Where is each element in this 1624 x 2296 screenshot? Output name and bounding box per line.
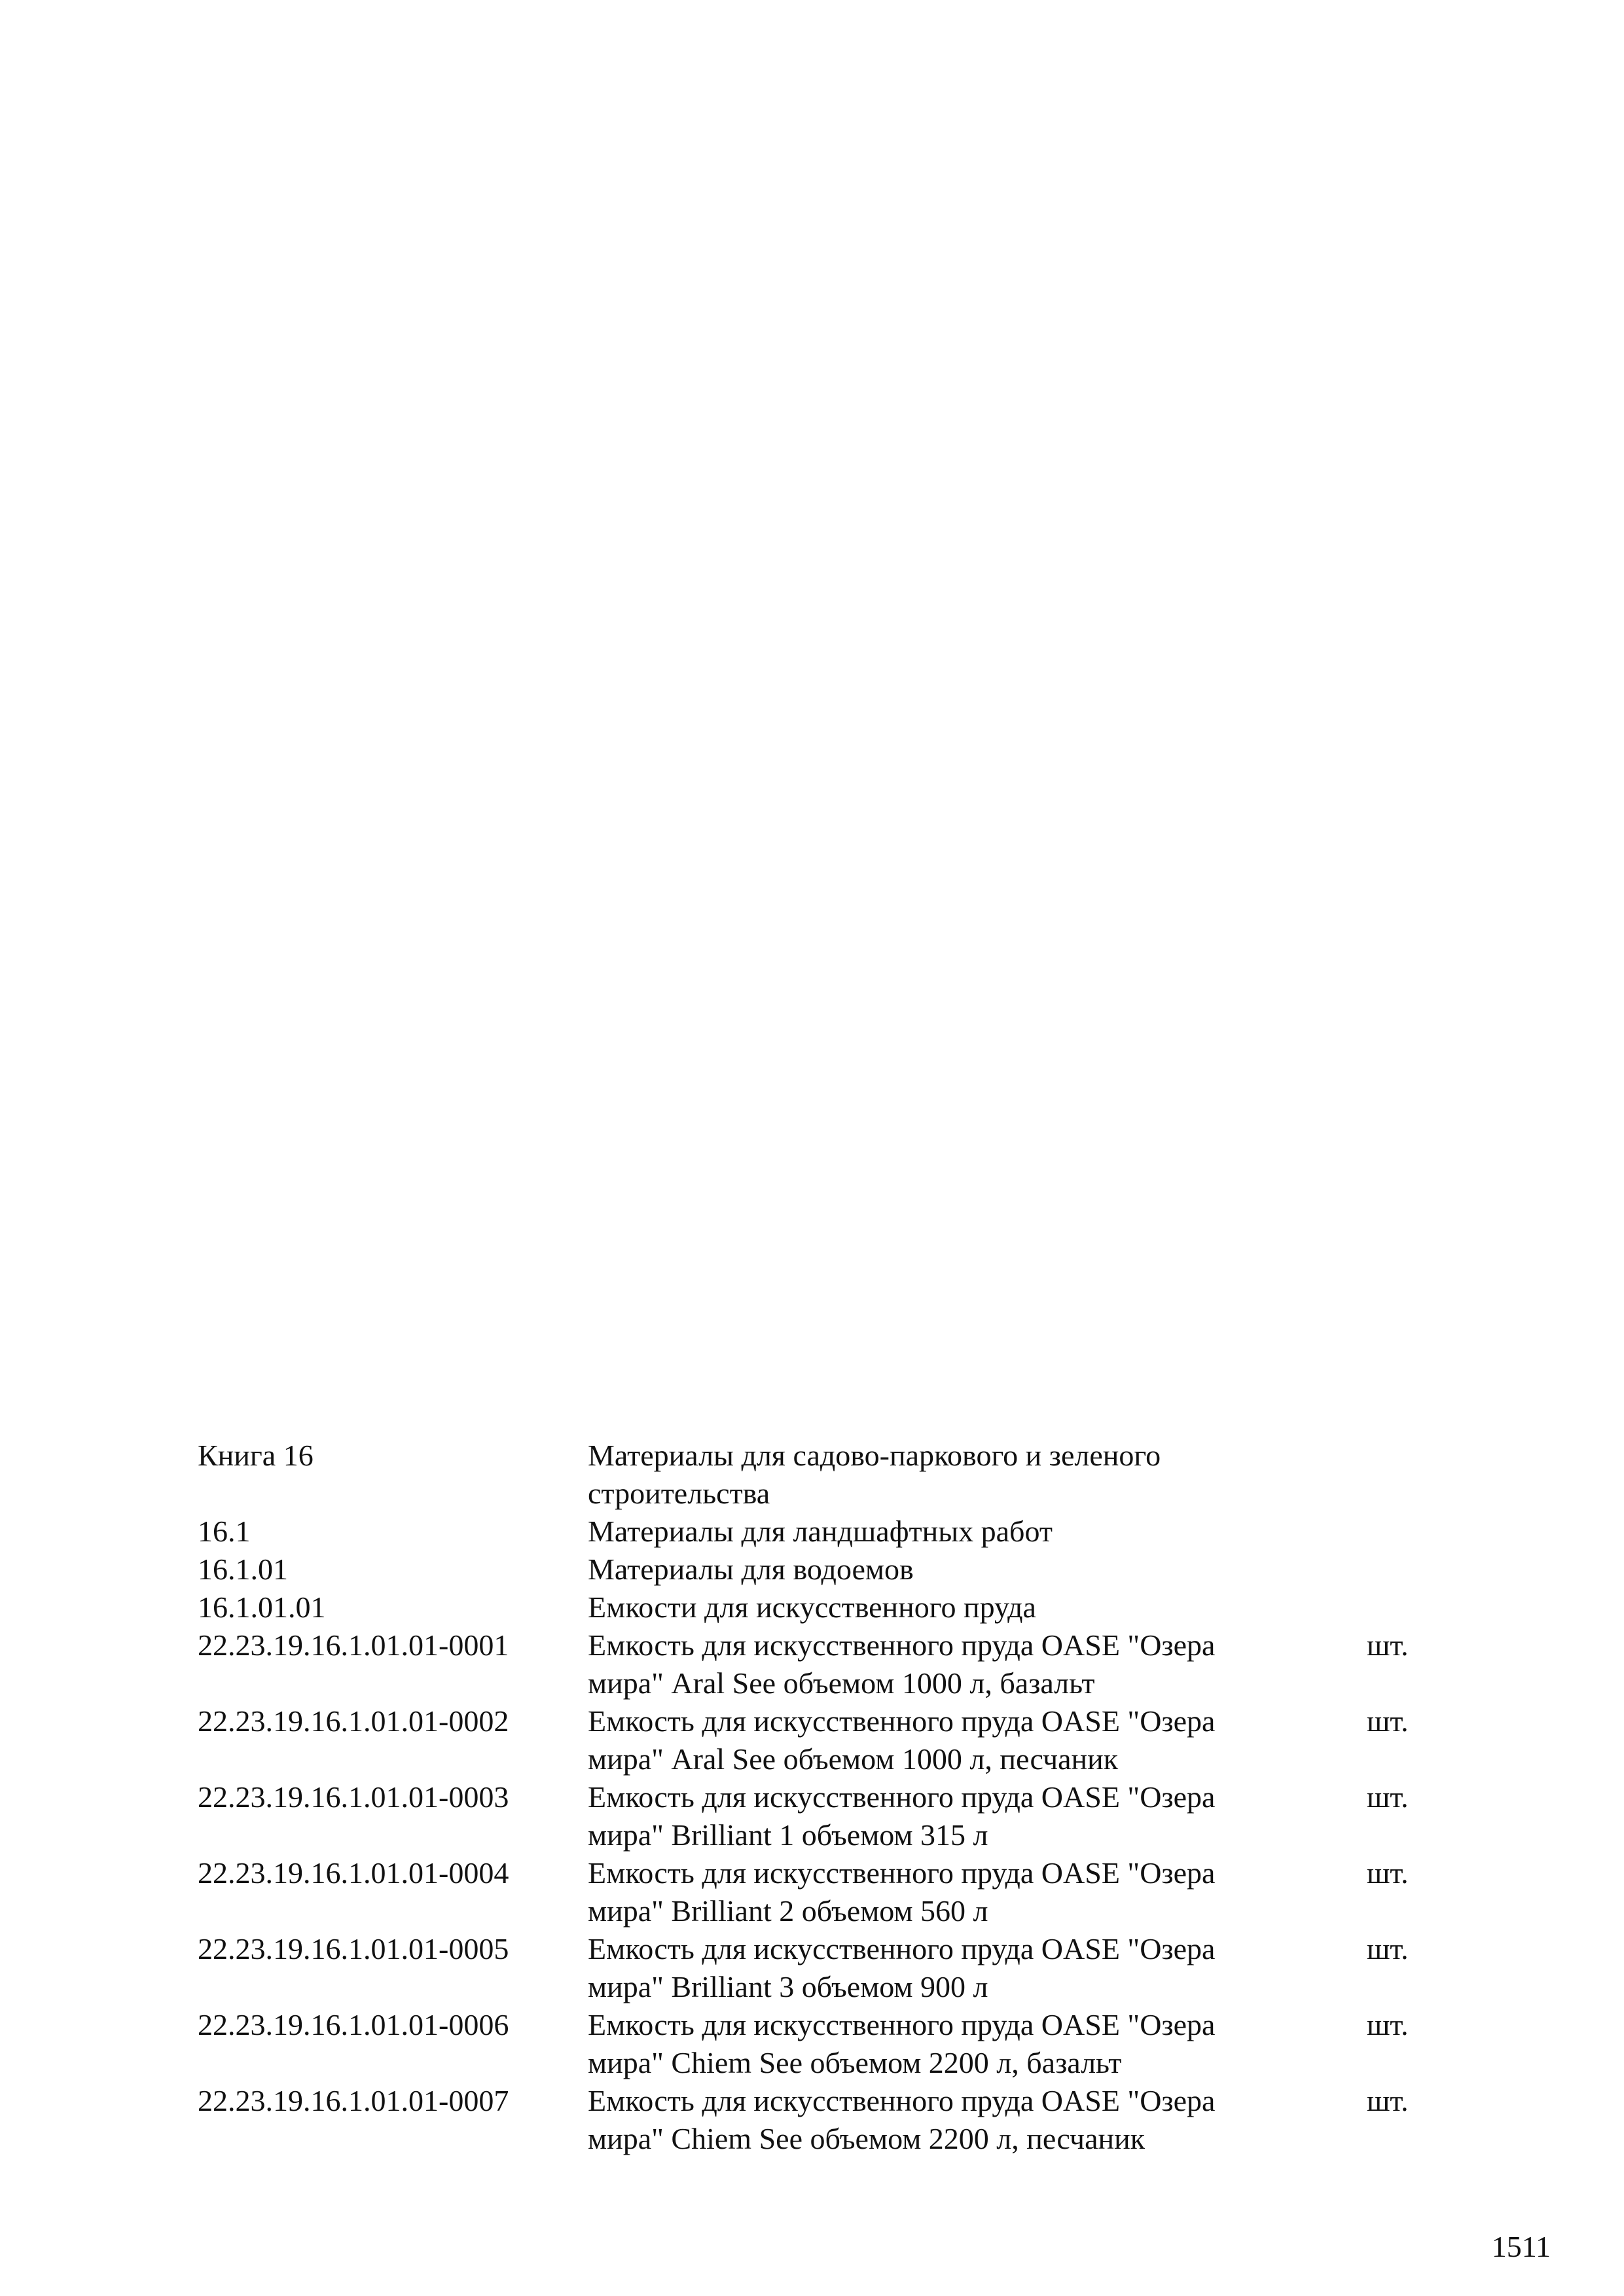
section-name (588, 1437, 1367, 1513)
catalog-listing (198, 1437, 1441, 2158)
section-code: Книга 16 (198, 1439, 314, 1472)
section-name-line: Материалы для водоемов (588, 1552, 914, 1586)
list-item (198, 1930, 1441, 2006)
item-code: 22.23.19.16.1.01.01-0005 (198, 1932, 509, 1965)
section-row-part (198, 1513, 1441, 1551)
item-name-line: мира" Brilliant 3 объемом 900 л (588, 1970, 988, 2003)
item-name-line: мира" Brilliant 2 объемом 560 л (588, 1894, 988, 1928)
item-name (588, 1702, 1367, 1778)
section-name-line: Материалы для ландшафтных работ (588, 1515, 1053, 1548)
item-name (588, 2006, 1367, 2082)
item-code: 22.23.19.16.1.01.01-0004 (198, 1856, 509, 1890)
item-code: 22.23.19.16.1.01.01-0007 (198, 2084, 509, 2117)
section-code: 16.1 (198, 1515, 251, 1548)
section-name-line: Емкости для искусственного пруда (588, 1590, 1036, 1624)
item-name (588, 1930, 1367, 2006)
item-code: 22.23.19.16.1.01.01-0006 (198, 2008, 509, 2041)
list-item (198, 1854, 1441, 1930)
item-code: 22.23.19.16.1.01.01-0001 (198, 1628, 509, 1662)
item-name-line: Емкость для искусственного пруда OASE "Озера (588, 2084, 1216, 2117)
item-name-line: мира" Aral See объемом 1000 л, песчаник (588, 1742, 1119, 1776)
item-name-line: Емкость для искусственного пруда OASE "Озера (588, 2008, 1216, 2041)
item-name-line: мира" Brilliant 1 объемом 315 л (588, 1818, 988, 1852)
list-item (198, 1702, 1441, 1778)
section-name (588, 1513, 1367, 1551)
list-item (198, 1778, 1441, 1854)
item-name-line: мира" Chiem See объемом 2200 л, базальт (588, 2046, 1122, 2079)
item-unit: шт. (1367, 2084, 1409, 2117)
item-name (588, 1626, 1367, 1702)
section-row-book (198, 1437, 1441, 1513)
item-name-line: Емкость для искусственного пруда OASE "Озера (588, 1856, 1216, 1890)
item-name (588, 1778, 1367, 1854)
section-name (588, 1551, 1367, 1588)
item-name-line: мира" Aral See объемом 1000 л, базальт (588, 1666, 1095, 1700)
item-name-line: Емкость для искусственного пруда OASE "Озера (588, 1780, 1216, 1814)
page-number: 1511 (1491, 2230, 1551, 2263)
section-row-subgroup (198, 1588, 1441, 1626)
list-item (198, 2082, 1441, 2158)
item-unit: шт. (1367, 1780, 1409, 1814)
item-name-line: мира" Chiem See объемом 2200 л, песчаник (588, 2122, 1146, 2155)
section-row-group (198, 1551, 1441, 1588)
item-unit: шт. (1367, 1932, 1409, 1965)
list-item (198, 1626, 1441, 1702)
section-name-line: строительства (588, 1477, 770, 1510)
section-code: 16.1.01 (198, 1552, 288, 1586)
item-unit: шт. (1367, 2008, 1409, 2041)
item-name-line: Емкость для искусственного пруда OASE "Озера (588, 1628, 1216, 1662)
item-unit: шт. (1367, 1628, 1409, 1662)
section-name (588, 1588, 1367, 1626)
item-unit: шт. (1367, 1704, 1409, 1738)
item-name-line: Емкость для искусственного пруда OASE "Озера (588, 1932, 1216, 1965)
item-code: 22.23.19.16.1.01.01-0003 (198, 1780, 509, 1814)
item-name (588, 2082, 1367, 2158)
item-name-line: Емкость для искусственного пруда OASE "Озера (588, 1704, 1216, 1738)
item-code: 22.23.19.16.1.01.01-0002 (198, 1704, 509, 1738)
item-unit: шт. (1367, 1856, 1409, 1890)
list-item (198, 2006, 1441, 2082)
item-name (588, 1854, 1367, 1930)
section-name-line: Материалы для садово-паркового и зеленого (588, 1439, 1161, 1472)
section-code: 16.1.01.01 (198, 1590, 326, 1624)
